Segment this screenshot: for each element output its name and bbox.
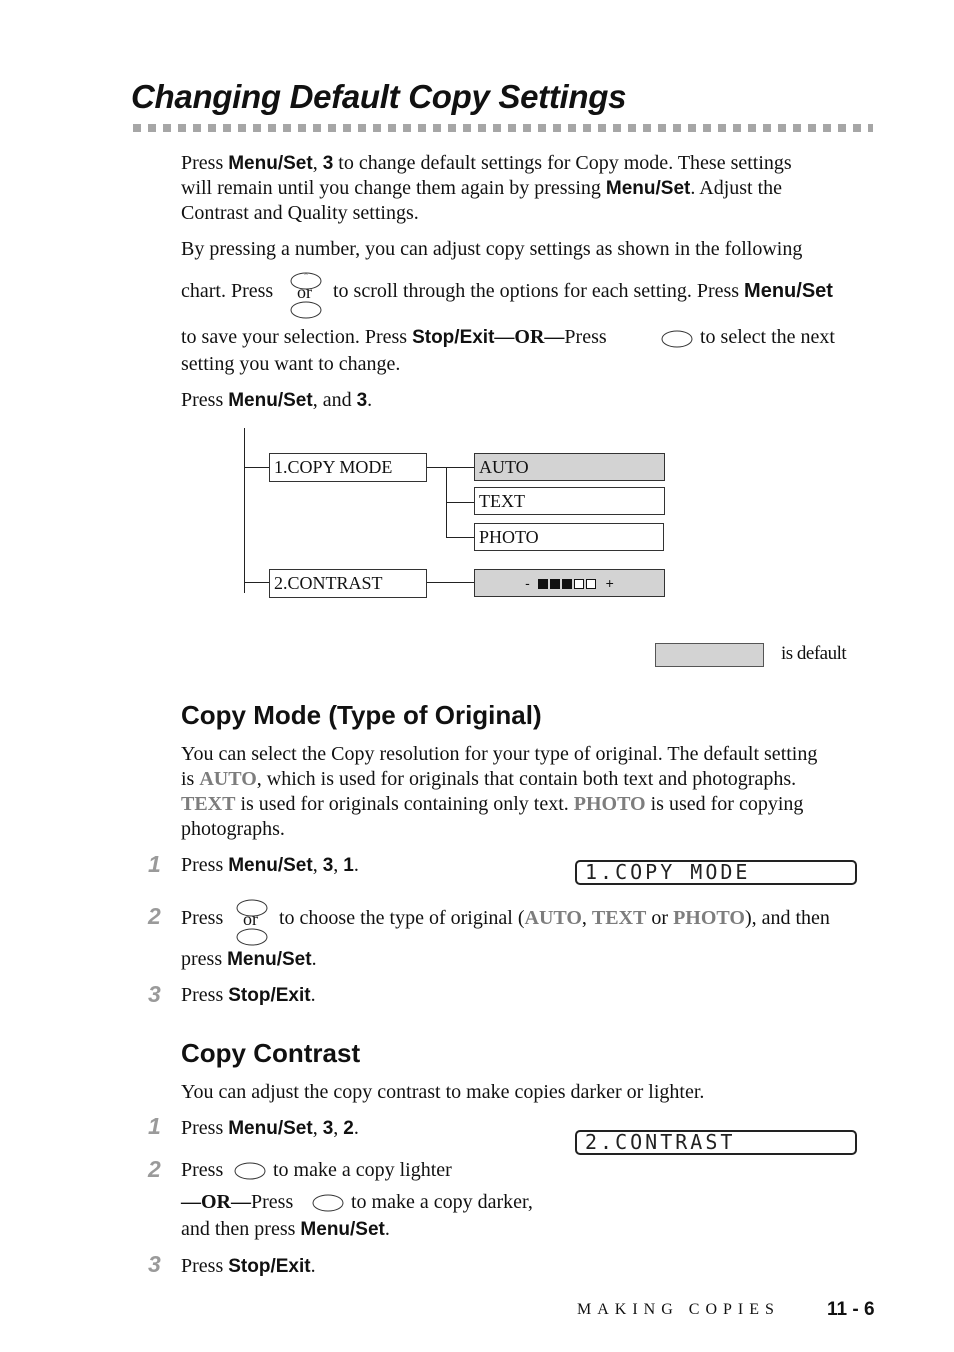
auto-option-box: AUTO [474,453,665,481]
intro-paragraph-2-line-3 [181,325,607,350]
text: or [646,907,674,929]
contrast-square-filled [538,579,548,589]
text: . [310,1255,316,1277]
text: chart. Press [181,280,274,302]
text: to make a copy lighter [273,1159,452,1181]
text: setting you want to change. [181,353,401,375]
text: , [312,152,323,174]
copy-mode-step-1 [181,853,359,878]
copy-mode-box: 1.COPY MODE [269,453,427,482]
text: Press [181,907,224,929]
or-label: or [297,282,312,302]
menu-set-key: Menu/Set [605,178,691,199]
text: , [312,854,323,876]
text: Press [564,326,607,348]
text: . [353,854,359,876]
or-divider: —OR— [181,1191,251,1213]
text: , which is used for originals that contain both text and photographs. [256,768,797,790]
text: , [312,1117,323,1139]
title-divider [133,124,873,132]
text: . [310,984,316,1006]
contrast-step-2-line-2 [181,1190,293,1215]
contrast-box: 2.CONTRAST [269,569,427,598]
text: Contrast and Quality settings. [181,202,419,224]
menu-set-key: Menu/Set [300,1219,385,1240]
photo-term: PHOTO [673,907,745,929]
branch-line [446,502,474,503]
text: to make a copy darker, [351,1191,533,1213]
text: Press [251,1191,294,1213]
menu-set-key: Menu/Set [227,949,312,970]
page-title: Changing Default Copy Settings [131,78,627,115]
lcd-display-copy-mode: 1.COPY MODE [575,860,857,885]
branch-line [446,537,474,538]
step-number: 2 [148,1156,161,1182]
intro-paragraph-2-line-2 [333,279,833,304]
text: and then press [181,1218,301,1240]
contrast-step-3 [181,1254,316,1279]
text: press [181,948,228,970]
text: Press [181,389,229,411]
copy-contrast-heading: Copy Contrast [181,1038,361,1068]
auto-term: AUTO [524,907,582,929]
text: , [333,1117,344,1139]
intro-paragraph-3 [181,388,372,413]
text: ), and then [744,907,830,929]
footer-page-number: 11 - 6 [827,1299,875,1320]
text: Press [181,984,229,1006]
text: . [311,948,317,970]
menu-set-key: Menu/Set [228,1118,313,1139]
copy-mode-paragraph [181,742,817,842]
text: Press [181,1117,229,1139]
contrast-step-1 [181,1116,359,1141]
contrast-scale-box [474,569,665,597]
text-term: TEXT [181,793,236,815]
contrast-square-empty [586,579,596,589]
step-number: 1 [148,851,161,877]
text: is [181,768,200,790]
photo-term: PHOTO [573,793,646,815]
text: , and [312,389,357,411]
copy-mode-step-2-line-1 [279,906,830,931]
contrast-step-2-line-3 [181,1217,390,1242]
text: . [353,1117,359,1139]
contrast-level-squares [538,571,598,597]
step-number: 1 [148,1113,161,1139]
step-number: 3 [148,981,161,1007]
key-3: 3 [322,855,334,876]
stop-exit-key: Stop/Exit [228,985,311,1006]
plus-sign: + [605,575,614,591]
branch-line [244,467,269,468]
down-arrow-key-icon [233,1161,267,1181]
key-3: 3 [322,153,334,174]
stop-exit-key: Stop/Exit [228,1256,311,1277]
down-arrow-key-icon [660,329,694,349]
menu-set-key: Menu/Set [744,280,833,302]
text: Press [181,1255,229,1277]
text-term: TEXT [591,907,647,929]
text: Press [181,152,229,174]
key-2: 2 [343,1118,354,1139]
branch-line [427,582,474,583]
auto-term: AUTO [199,768,257,790]
text: , [333,854,344,876]
footer-section-title: MAKING COPIES [577,1301,780,1318]
stop-exit-key: Stop/Exit [412,327,495,348]
menu-tree-diagram [240,425,680,615]
text: Press [181,1159,224,1181]
lcd-display-contrast: 2.CONTRAST [575,1130,857,1155]
text: to scroll through the options for each setting. Press [333,280,745,302]
text: . [367,389,373,411]
key-3: 3 [322,1118,334,1139]
copy-contrast-paragraph: You can adjust the copy contrast to make copies darker or lighter. [181,1081,705,1103]
key-1: 1 [343,855,354,876]
text: to select the next [700,326,835,348]
step-number: 2 [148,903,161,929]
contrast-square-filled [550,579,560,589]
tree-trunk-line [244,428,245,593]
menu-set-key: Menu/Set [228,855,313,876]
default-legend-label: is default [781,643,847,664]
text: photographs. [181,818,285,840]
text: to choose the type of original ( [279,907,525,929]
text: , [581,907,592,929]
intro-paragraph-2-line-1: By pressing a number, you can adjust copy settings as shown in the following [181,238,803,260]
branch-line [427,467,474,468]
copy-mode-step-2-line-2 [181,947,317,972]
text: is used for originals containing only text. [235,793,574,815]
text-option-box: TEXT [474,487,665,515]
text: to save your selection. Press [181,326,413,348]
copy-mode-heading: Copy Mode (Type of Original) [181,700,542,730]
text: will remain until you change them again by pressing [181,177,606,199]
default-legend-swatch [655,643,764,667]
or-label: or [243,909,258,929]
key-3: 3 [356,390,368,411]
menu-set-key: Menu/Set [228,153,313,174]
text: is used for copying [645,793,804,815]
text: . Adjust the [690,177,783,199]
contrast-square-empty [574,579,584,589]
text: . [384,1218,390,1240]
text: to change default settings for Copy mode. These settings [333,152,792,174]
svg-text:^: ^ [303,273,309,280]
step-number: 3 [148,1251,161,1277]
up-arrow-key-icon [311,1193,345,1213]
copy-mode-step-3 [181,983,316,1008]
contrast-square-filled [562,579,572,589]
text: Press [181,854,229,876]
or-divider: —OR— [494,326,565,348]
minus-sign: - [525,575,530,591]
intro-paragraph-1 [181,151,792,226]
menu-set-key: Menu/Set [228,390,313,411]
photo-option-box: PHOTO [474,523,664,551]
branch-line [244,582,269,583]
text: You can select the Copy resolution for your type of original. The default setting [181,743,818,765]
